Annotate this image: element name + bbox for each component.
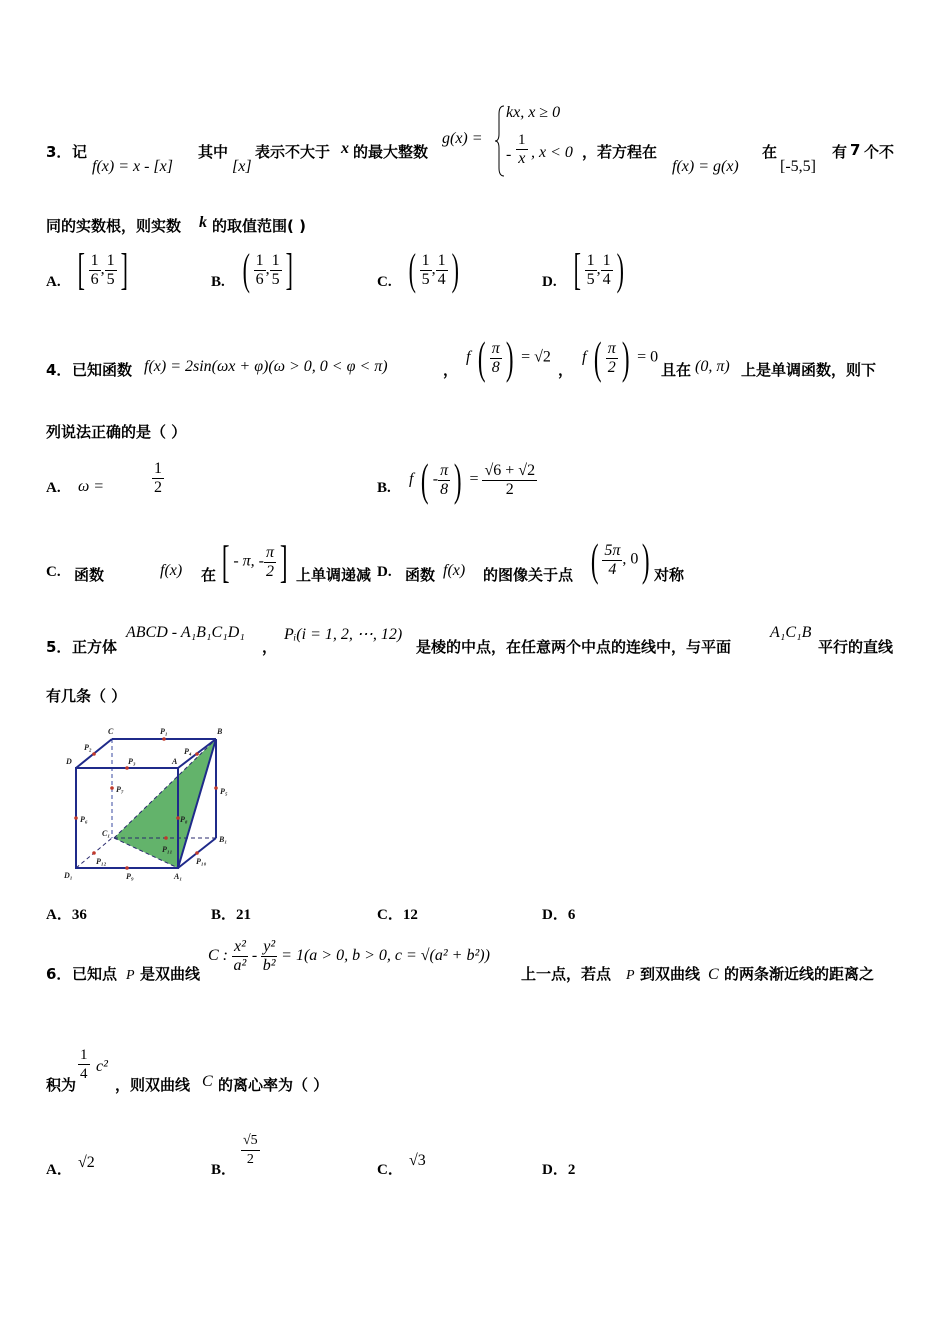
q6-hyperbola [208, 938, 490, 975]
q6-text-5: 的两条渐近线的距离之 [724, 965, 875, 983]
frac-num: π [491, 339, 500, 357]
right-bracket: ] [285, 245, 293, 294]
frac-den: 6 [90, 270, 99, 288]
f-symbol: f [409, 470, 414, 488]
frac-num: 1 [602, 251, 611, 269]
q3-equation: f(x) = g(x) [672, 158, 739, 175]
value-rhs: = √2 [521, 348, 551, 366]
left-paren: ( [594, 332, 602, 383]
q5-comma: ， [262, 638, 278, 656]
frac-num: π [440, 461, 449, 479]
frac-den: a² [233, 957, 247, 974]
point-rest: , 0 [622, 550, 639, 568]
label-P8: P₈ [180, 815, 188, 824]
frac-num: π [266, 543, 275, 561]
q3-text-5: ，若方程在 [582, 143, 658, 161]
q6-number: 6． [46, 965, 72, 983]
frac-num: 1 [271, 251, 280, 269]
option-label: D. [377, 564, 392, 580]
q5-plane: A₁C₁B [770, 624, 812, 641]
option-value: 21 [236, 907, 252, 923]
frac-den: 2 [607, 358, 616, 376]
q3-g-lhs: g(x) = [442, 130, 483, 147]
hyperbola-condition: = 1(a > 0, b > 0, c = √(a² + b²)) [281, 947, 490, 965]
label-P4: P₄ [184, 747, 192, 756]
label-P1: P₁ [160, 727, 168, 736]
right-paren: ) [621, 332, 630, 383]
q3-text-6: 在 [762, 143, 778, 161]
frac-den: 4 [608, 560, 617, 578]
option-label: A． [46, 907, 72, 923]
label-P12: P₁₂ [96, 857, 107, 866]
label-P9: P₉ [126, 872, 134, 881]
option-label: B． [211, 907, 237, 923]
q3-g-case2-sign: - [506, 146, 512, 163]
option-label: D． [542, 1162, 568, 1178]
label-P5: P₅ [220, 787, 228, 796]
q6-point-p: P [126, 968, 135, 983]
q4-function: f(x) = 2sin(ωx + φ)(ω > 0, 0 < φ < π) [144, 358, 388, 375]
q6-line2-a: 积为 [46, 1076, 77, 1094]
right-paren: ) [642, 534, 650, 585]
option-label: D． [542, 907, 568, 923]
q3-var-k: k [199, 214, 207, 231]
q3-number: 3． [46, 143, 72, 161]
frac-den: 4 [437, 270, 446, 288]
option-label: B. [377, 480, 391, 496]
frac-den: 8 [491, 358, 500, 376]
frac-den: 5 [586, 270, 595, 288]
left-bracket: [ [221, 536, 230, 587]
q4-comma-1: ， [443, 361, 459, 379]
left-paren: ( [590, 534, 599, 585]
option-value: 12 [402, 907, 418, 923]
q3-g-case2-den: x [518, 150, 526, 167]
q4-text-2: 且在 [661, 361, 692, 379]
option-label: C． [377, 907, 403, 923]
q6-curve-c: C [708, 966, 719, 983]
frac-den: 6 [255, 270, 264, 288]
frac-den: 5 [421, 270, 430, 288]
interval-start: - π, - [233, 552, 264, 570]
q4-text-1: 已知函数 [72, 361, 133, 379]
f-symbol: f [466, 348, 471, 366]
q6-text-4: 到双曲线 [640, 965, 701, 983]
option-text: 在 [201, 566, 217, 584]
label-A1: A₁ [174, 872, 183, 881]
q5-cube: ABCD - A₁B₁C₁D₁ [126, 624, 245, 641]
q5-option-d[interactable] [542, 903, 575, 924]
q5-line2: 有几条（ ） [46, 687, 127, 705]
frac-den: 8 [440, 480, 449, 498]
right-paren: ) [505, 332, 514, 383]
option-label: C. [46, 564, 61, 580]
option-label: C． [377, 1162, 403, 1178]
q6-text-2: 是双曲线 [140, 965, 201, 983]
q4-value-1 [466, 332, 551, 383]
right-bracket: ] [279, 536, 288, 587]
right-bracket: ] [120, 245, 128, 294]
option-text: 上单调递减 [296, 566, 372, 584]
q5-option-b[interactable] [211, 903, 251, 924]
frac-den: 2 [246, 1152, 254, 1167]
option-frac [241, 1132, 260, 1169]
curve-name: C : [208, 947, 228, 965]
option-label: A． [46, 1162, 72, 1178]
frac-den: 2 [266, 562, 274, 580]
option-value: 36 [71, 907, 87, 923]
label-C: C [108, 727, 114, 736]
q6-line2-c: 的离心率为（ ） [218, 1076, 329, 1094]
frac-num: 5π [604, 541, 621, 559]
frac-den: 2 [154, 479, 162, 496]
option-label: C. [377, 274, 392, 290]
q6-line2-b: ，则双曲线 [115, 1076, 191, 1094]
frac-num: 1 [106, 251, 115, 269]
left-paren: ( [478, 332, 486, 383]
frac-num: x² [234, 938, 246, 955]
q5-number: 5． [46, 638, 72, 656]
option-text: 函数 [74, 566, 105, 584]
q3-line2-b: 的取值范围( ) [212, 217, 306, 235]
q5-text-2: 是棱的中点，在任意两个中点的连线中，与平面 [416, 638, 732, 656]
left-bracket: [ [77, 245, 85, 294]
left-paren: ( [421, 454, 429, 505]
q4-number: 4． [46, 361, 72, 379]
frac-num: π [607, 339, 616, 357]
frac-den: 4 [80, 1066, 88, 1082]
frac-den: 5 [106, 270, 115, 288]
label-P2: P₂ [84, 743, 92, 752]
value-rhs: = 0 [637, 348, 659, 366]
minus-sign: - [251, 947, 258, 965]
q3-text-1: 记 [72, 143, 88, 161]
q3-brace-icon [494, 104, 506, 178]
q3-text-8: 个不 [864, 143, 895, 161]
option-fx: f(x) [443, 562, 466, 579]
frac-den: 4 [602, 270, 611, 288]
left-bracket: [ [573, 245, 581, 294]
label-D: D [66, 757, 72, 766]
option-label: A. [46, 274, 61, 290]
label-B: B [217, 727, 223, 736]
q5-text-1: 正方体 [72, 638, 118, 656]
option-text: 函数 [405, 566, 436, 584]
option-text: 的图像关于点 [483, 566, 574, 584]
q3-interval: [-5,5] [780, 158, 816, 175]
option-value: 6 [567, 907, 576, 923]
q6-frac [78, 1046, 90, 1083]
q4-comma-2: ， [558, 361, 574, 379]
q6-text-3: 上一点，若点 [521, 965, 612, 983]
q4-value-2 [582, 332, 659, 383]
option-value: 2 [567, 1162, 576, 1178]
right-bracket: ) [616, 245, 624, 294]
option-label: A. [46, 480, 61, 496]
frac-num: 1 [437, 251, 446, 269]
q5-text-3: 平行的直线 [818, 638, 894, 656]
q6-text-1: 已知点 [72, 965, 118, 983]
frac-den: 2 [505, 480, 514, 498]
q3-g-case2-frac [516, 131, 528, 168]
q3-g-case2-cond: , x < 0 [531, 144, 573, 161]
q4-line2: 列说法正确的是（ ） [46, 423, 187, 441]
frac-num: y² [263, 938, 276, 955]
option-text: 对称 [654, 566, 685, 584]
q3-expr-bracket: [x] [232, 158, 252, 175]
option-value: √2 [78, 1154, 95, 1171]
option-label: B. [211, 274, 225, 290]
option-frac [152, 460, 164, 497]
option-fx: f(x) [160, 562, 183, 579]
q4-text-3: 上是单调函数，则下 [741, 361, 877, 379]
q6-option-d[interactable] [542, 1158, 575, 1179]
q5-option-c[interactable] [377, 903, 418, 924]
q3-count: 7 [850, 141, 861, 159]
frac-num: 1 [255, 251, 264, 269]
option-value: √3 [409, 1152, 426, 1169]
label-P11: P₁₁ [162, 845, 173, 854]
label-A: A [172, 757, 178, 766]
q3-text-7: 有 [832, 143, 848, 161]
label-D1: D₁ [64, 871, 73, 880]
q4-interval: (0, π) [695, 358, 730, 375]
frac-den: b² [262, 957, 276, 974]
frac-num: 1 [80, 1047, 88, 1063]
option-label: B． [211, 1162, 237, 1178]
q3-text-4: 的最大整数 [353, 143, 429, 161]
q3-expr-f: f(x) = x - [x] [92, 158, 173, 175]
q6-c-squared: c² [96, 1058, 108, 1075]
q6-curve-c-2: C [202, 1073, 213, 1090]
frac-num: 1 [154, 460, 162, 477]
q3-text-3: 表示不大于 [255, 143, 331, 161]
left-bracket: ( [408, 245, 416, 294]
label-P7: P₇ [116, 785, 124, 794]
option-label: D. [542, 274, 557, 290]
frac-num: √5 [241, 1132, 260, 1151]
q3-g-case1: kx, x ≥ 0 [506, 104, 561, 121]
q5-points: Pᵢ(i = 1, 2, ⋯, 12) [284, 626, 403, 643]
q6-point-p-2: P [626, 968, 635, 983]
label-P6: P₆ [80, 815, 88, 824]
frac-num: 1 [586, 251, 595, 269]
equals-sign: = [469, 470, 479, 488]
q5-option-a[interactable] [46, 903, 87, 924]
f-symbol: f [582, 348, 587, 366]
q3-g-case2-num: 1 [518, 132, 526, 148]
right-bracket: ) [451, 245, 459, 294]
frac-num: √6 + √2 [484, 461, 536, 479]
frac-num: 1 [90, 251, 99, 269]
label-P3: P₃ [128, 757, 136, 766]
q3-line2-a: 同的实数根，则实数 [46, 217, 182, 235]
option-lhs: ω = [78, 478, 105, 495]
q3-var-x: x [341, 140, 349, 157]
left-bracket: ( [242, 245, 250, 294]
frac-den: 5 [271, 270, 280, 288]
q3-text-2: 其中 [198, 143, 229, 161]
frac-num: 1 [421, 251, 430, 269]
label-P10: P₁₀ [196, 857, 207, 866]
label-B1: B₁ [219, 835, 228, 844]
right-paren: ) [453, 454, 462, 505]
minus-sign: - [432, 470, 439, 488]
label-C1: C₁ [102, 829, 111, 838]
q5-cube-figure [62, 724, 240, 884]
